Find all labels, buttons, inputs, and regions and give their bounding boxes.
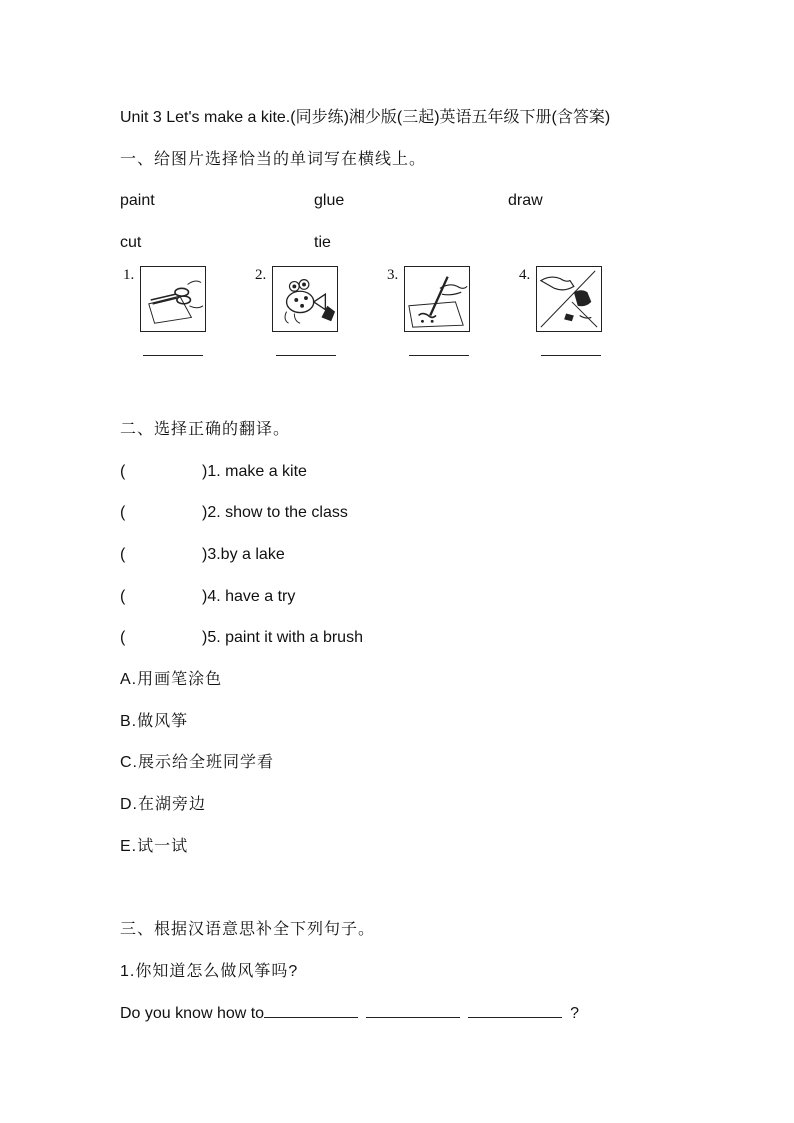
question-chinese: 1.你知道怎么做风筝吗? <box>120 963 299 980</box>
question-english <box>120 1003 579 1024</box>
section2-heading: 二、选择正确的翻译。 <box>120 421 291 438</box>
item-text: )5. paint it with a brush <box>202 629 363 646</box>
section3-heading: 三、根据汉语意思补全下列句子。 <box>120 921 376 938</box>
picture-number: 1. <box>123 267 135 283</box>
translation-option: E.试一试 <box>120 838 189 855</box>
item-text: )1. make a kite <box>202 463 307 480</box>
picture-number: 4. <box>519 267 531 283</box>
answer-line[interactable] <box>276 355 336 356</box>
answer-line[interactable] <box>409 355 469 356</box>
answer-line[interactable] <box>541 355 601 356</box>
answer-paren[interactable]: ( <box>120 588 126 605</box>
word-option: paint <box>120 192 155 209</box>
brush-painting-icon <box>404 266 470 332</box>
picture-number: 2. <box>255 267 267 283</box>
item-text: )4. have a try <box>202 588 296 605</box>
word-option: draw <box>508 192 543 209</box>
fill-blank[interactable] <box>366 1003 460 1018</box>
document-title: Unit 3 Let's make a kite.(同步练)湘少版(三起)英语五年级下册(含答案) <box>120 109 611 126</box>
answer-paren[interactable]: ( <box>120 504 126 521</box>
hands-tying-icon <box>536 266 602 332</box>
word-option: cut <box>120 234 142 251</box>
word-option: tie <box>314 234 331 251</box>
item-text: )2. show to the class <box>202 504 348 521</box>
translation-option: D.在湖旁边 <box>120 796 207 813</box>
fish-drawing-glue-icon <box>272 266 338 332</box>
translation-option: B.做风筝 <box>120 713 189 730</box>
translation-option: C.展示给全班同学看 <box>120 754 275 771</box>
question-suffix: ? <box>570 1005 579 1022</box>
word-option: glue <box>314 192 345 209</box>
answer-paren[interactable]: ( <box>120 629 126 646</box>
item-text: )3.by a lake <box>202 546 285 563</box>
section1-heading: 一、给图片选择恰当的单词写在横线上。 <box>120 151 427 168</box>
answer-paren[interactable]: ( <box>120 463 126 480</box>
fill-blank[interactable] <box>468 1003 562 1018</box>
translation-option: A.用画笔涂色 <box>120 671 223 688</box>
answer-line[interactable] <box>143 355 203 356</box>
question-prefix: Do you know how to <box>120 1005 265 1022</box>
fill-blank[interactable] <box>264 1003 358 1018</box>
answer-paren[interactable]: ( <box>120 546 126 563</box>
picture-number: 3. <box>387 267 399 283</box>
scissors-cutting-icon <box>140 266 206 332</box>
